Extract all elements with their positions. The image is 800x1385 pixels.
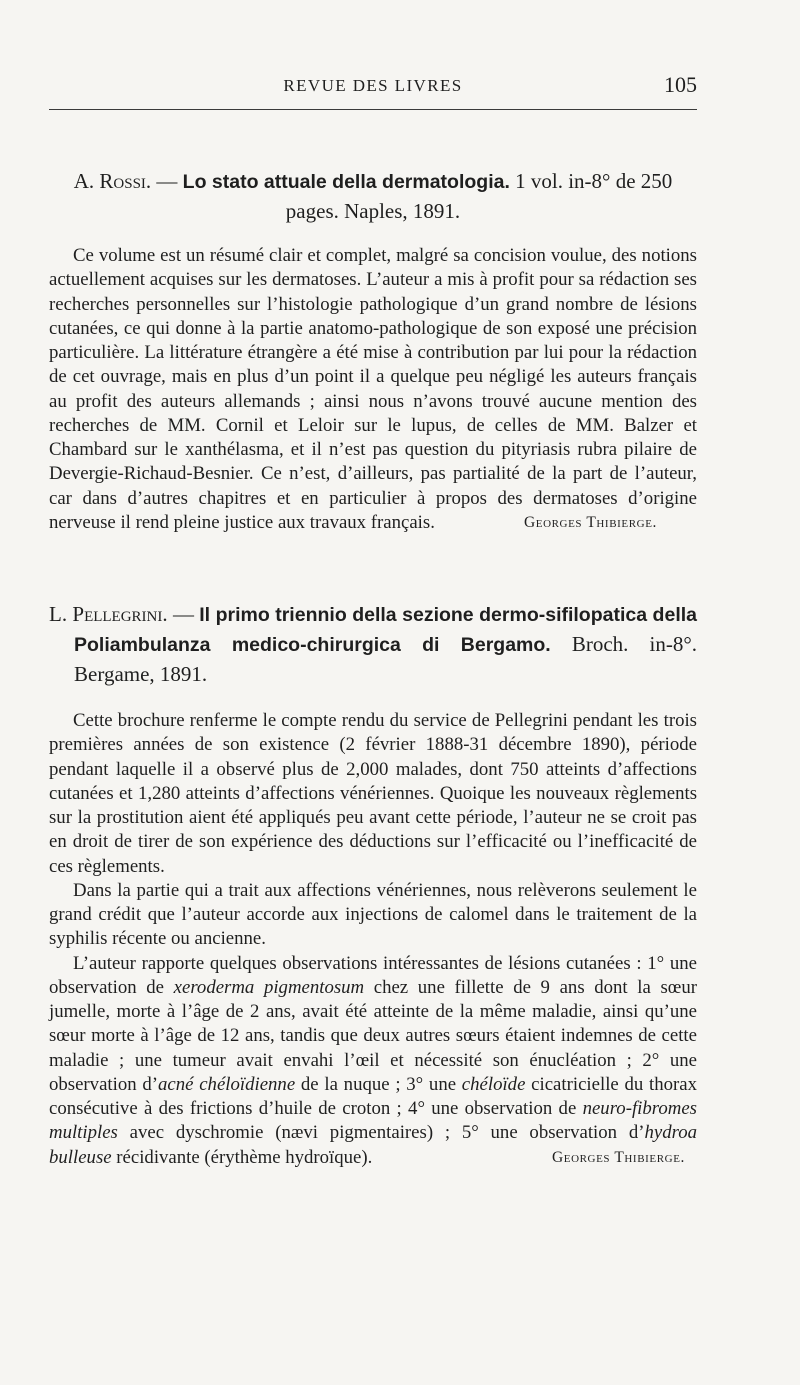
review-title: Lo stato attuale della dermatologia. [182,171,510,193]
review-heading [49,600,697,689]
running-title: REVUE DES LIVRES [283,76,463,95]
reviewer-signature: Georges Thibierge. [551,1148,685,1166]
review-rossi [49,167,697,535]
italic-term: hydroa bulleuse [49,1122,697,1168]
running-header [49,72,697,100]
header-rule [49,109,697,110]
publication-details: Broch. in-8°. Bergame, 1891. [74,632,697,686]
paragraph-text: L’auteur rapporte quelques observations intéressantes de lésions cutanées : 1° une observation de [49,952,697,998]
heading-dash: — [167,602,200,626]
review-author: A. Rossi. [73,169,152,193]
italic-term: chéloïde [461,1073,526,1095]
paragraph-text: de la nuque ; 3° une [295,1073,462,1095]
review-paragraph [49,244,697,535]
publication-details: 1 vol. in-8° de 250 pages. Naples, 1891. [285,169,673,223]
review-paragraph: Dans la partie qui a trait aux affections vénériennes, nous relèverons seulement le grand crédit que l’auteur accorde aux injections de calomel dans le traitement de la syphilis récente ou ancienne. [49,879,697,950]
review-paragraph: Cette brochure renferme le compte rendu du service de Pellegrini pendant les trois premières années de son existence (2 février 1888-31 décembre 1890), période pendant laquelle il a observé plus de 2,000 malades, dont 750 atteints d’affections cutanées et 1,280 atteints d’affections vénériennes. Quoique les nouveaux règlements sur la prostitution aient été appliqués peu avant cette période, l’auteur ne se croit pas en droit de tirer de son expérience des déductions sur l’efficacité ou l’inefficacité de ces règlements. [49,710,697,877]
review-body [49,244,697,535]
italic-term: acné chéloïdienne [158,1073,296,1095]
paragraph-text: avec dyschromie (nævi pigmentaires) ; 5° une observation d’ [117,1122,645,1144]
heading-dash: — [151,169,183,193]
reviewer-signature: Georges Thibierge. [523,513,657,531]
paragraph-text: récidivante (érythème hydroïque). [111,1146,373,1168]
italic-term: xeroderma pigmentosum [173,976,365,998]
review-title: Il primo triennio della sezione dermo-sifilopatica della Poliambulanza medico-chirurgica di Bergamo. [74,604,697,656]
review-author: L. Pellegrini. [49,602,168,626]
paragraph-text: cicatricielle du thorax consécutive à des frictions d’huile de croton ; 4° une observation de [49,1073,697,1119]
review-paragraph [49,952,697,1170]
paragraph-text: Ce volume est un résumé clair et complet, malgré sa concision voulue, des notions actuellement acquises sur les dermatoses. L’auteur a mis à profit pour sa rédaction ses recherches personnelles sur l’histologie pathologique d’un grand nombre de lésions cutanées, ce qui donne à la partie anatomo-pathologique de son exposé une précision particulière. La littérature étrangère a été mise à contribution par lui pour la rédaction de cet ouvrage, mais en plus d’un point il a quelque peu négligé les auteurs français au profit des auteurs allemands ; ainsi nous n’avons trouvé aucune mention des recherches de MM. Cornil et Leloir sur le lupus, de celles de MM. Balzer et Chambard sur le xanthélasma, et il n’est pas question du pityriasis rubra pilaire de Devergie-Richaud-Besnier. Ce n’est, d’ailleurs, pas partialité de la part de l’auteur, car dans d’autres chapitres et en particulier à propos des dermatoses d’origine nerveuse il rend pleine justice aux travaux français. [49,245,697,533]
review-heading [49,167,697,226]
paragraph-text: chez une fillette de 9 ans dont la sœur jumelle, morte à l’âge de 2 ans, avait été atteinte de la même maladie, ainsi qu’une sœur morte à l’âge de 12 ans, tandis que deux autres sœurs étaient indemnes de cette maladie ; une tumeur avait envahi l’œil et nécessité son énucléation ; 2° une observation d’ [49,976,697,1095]
review-pellegrini [49,600,697,1170]
italic-term: neuro-fibromes multiples [49,1098,697,1144]
review-body [49,709,697,1170]
page-number: 105 [664,72,697,97]
